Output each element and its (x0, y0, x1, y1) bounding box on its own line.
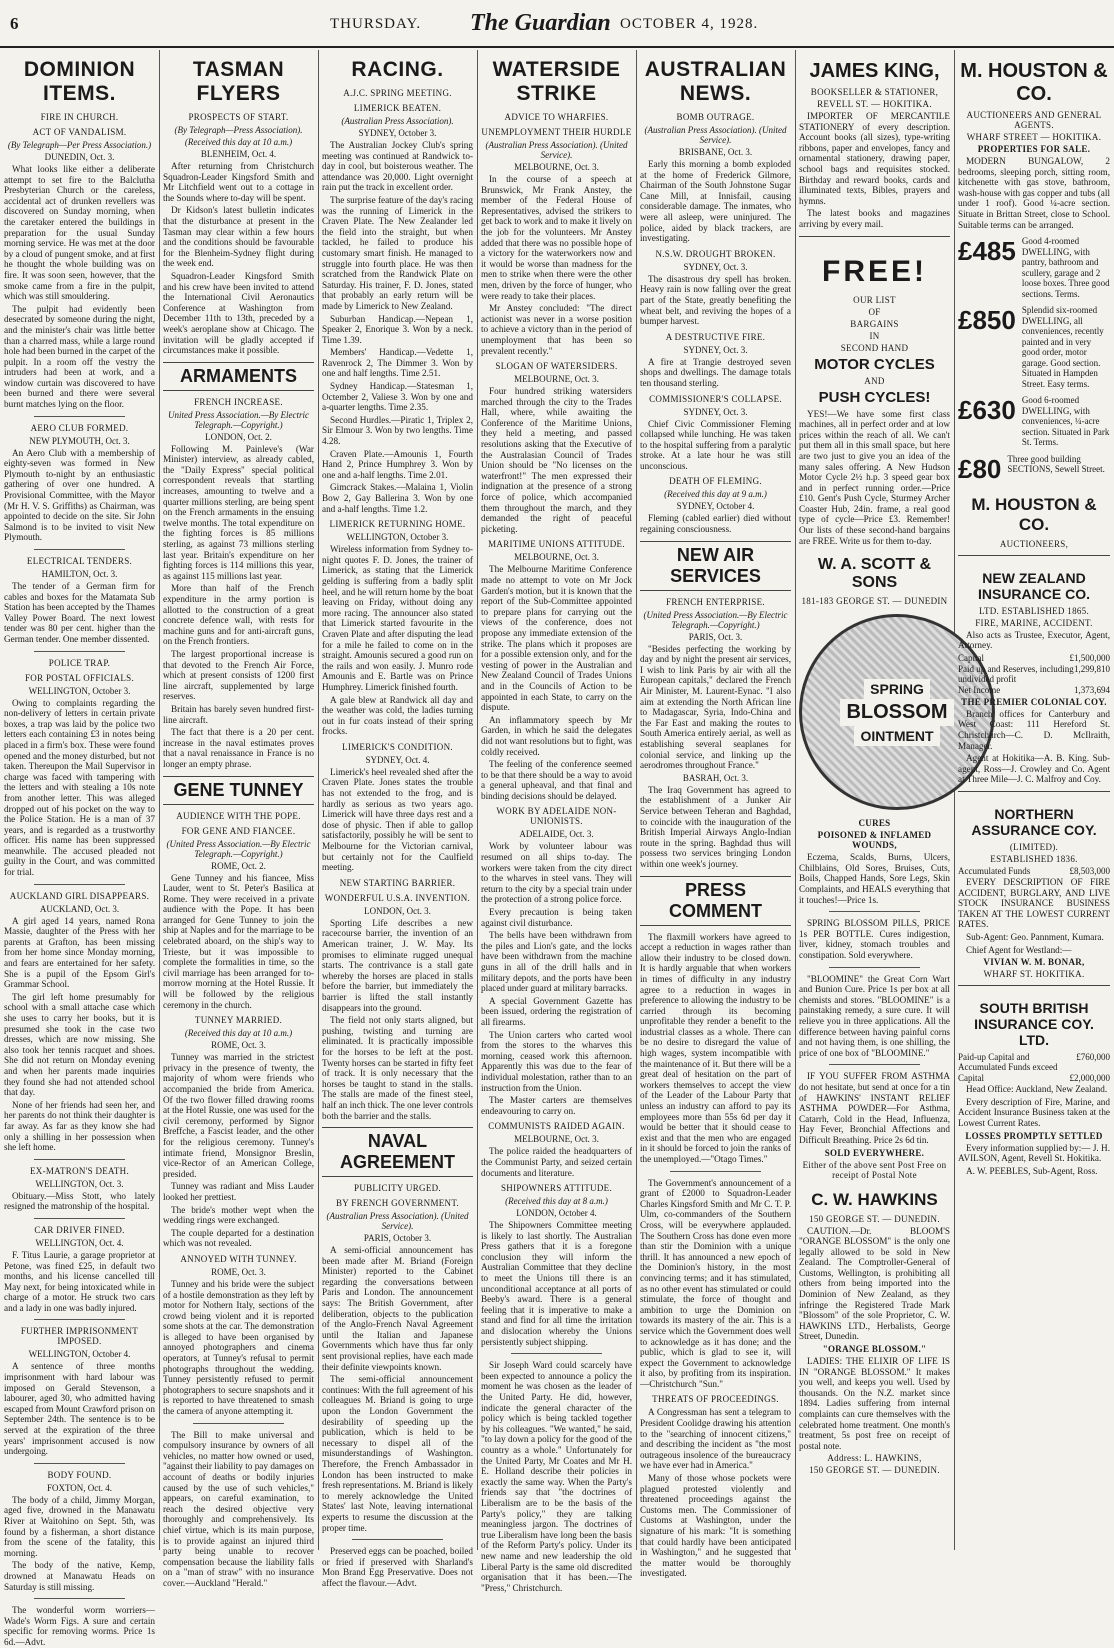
ad-line: AND (864, 375, 885, 386)
agency-line: (By Telegraph—Press Association). (174, 125, 303, 135)
figure-label: Capital (958, 1073, 984, 1084)
dateline: LONDON, Oct. 2. (205, 431, 272, 442)
ad-line: AUCTIONEERS AND GENERAL AGENTS. (966, 110, 1102, 130)
paragraph: The body of a child, Jimmy Morgan, aged five, drowned in the Manawatu River at Waitohino on Sept. 5th, was found by a fisherman, a short distance from the scene of the fatality, this morning. (4, 1494, 155, 1558)
advertisement: The wonderful worm worriers—Wade's Worm Figs. A sure and certain specific for removing worms. Price 1s 6d.—Advt. (4, 1605, 155, 1647)
ad-line: BOOKSELLER & STATIONER, (810, 87, 939, 97)
ad-line: ESTABLISHED 1836. (990, 854, 1078, 864)
property-description: Splendid six-roomed DWELLING, all conveniences, recently painted and in very good order, motor garage. Good section. Situated in Hampden Street. Easy terms. (1021, 305, 1104, 389)
property-listing (958, 454, 1110, 485)
property-description: Good 4-roomed DWELLING, with pantry, bathroom and scullery, garage and 2 loose boxes. Three good sections. Terms. (1021, 236, 1110, 299)
figure-value: 1,373,694 (1074, 684, 1110, 695)
divider (829, 1064, 920, 1065)
paragraph: The surprise feature of the day's racing was the running of Limerick in the Craven Plate. The New Zealander led the field into the straight, but when tackled, he failed to produce his customary smart finish. He managed to struggle into fourth place. He was then scratched from the Randwick Plate on Saturday. His trainer, F. D. Jones, stated that probably an early return will be made by Limerick to New Zealand. (322, 194, 473, 311)
masthead-date: OCTOBER 4, 1928. (620, 16, 759, 32)
dateline: WELLINGTON, October 3. (346, 532, 449, 543)
divider (34, 549, 125, 550)
paragraph: The couple departed for a destination which was not revealed. (163, 1227, 314, 1249)
paragraph: MODERN BUNGALOW, 2 bedrooms, sleeping porch, sitting room, kitchenette with gas stove, bathroom, wash-house with gas copper and tubs (all under 1 roof). Good ¼-acre section. Situate in Brittan Street, close to School. Suitable terms can be arranged. (958, 156, 1110, 230)
figure-label: Accumulated Funds (958, 866, 1031, 876)
ad-line: 150 GEORGE ST. — DUNEDIN. (809, 1213, 940, 1224)
divider (34, 651, 125, 652)
divider (829, 967, 920, 968)
paragraph: The police raided the headquarters of the Communist Party, and seized certain documents and literature. (481, 1146, 632, 1178)
paragraph: The fact that there is a 20 per cent. increase in the naval estimates proves that a naval renaissance in France is no longer an empty phrase. (163, 727, 314, 769)
paragraph: F. Titus Laurie, a garage proprietor at Petone, was fined £25, in default two months, and his license cancelled till May next, for being intoxicated while in charge of a motor. He struck two cars and a lady in one was badly injured. (4, 1249, 155, 1313)
divider (829, 911, 920, 912)
agency-line: (United Press Association.—By Electric Telegraph.—Copyright.) (166, 838, 311, 859)
article-subtitle: LIMERICK RETURNING HOME. (329, 519, 466, 530)
property-description: Three good building SECTIONS, Sewell Street. (1007, 453, 1105, 475)
section-heading: DOMINION ITEMS. (23, 58, 136, 105)
paragraph: The bride's mother wept when the wedding rings were exchanged. (163, 1204, 314, 1226)
dateline: MELBOURNE, Oct. 3. (514, 162, 599, 172)
dateline: SYDNEY, Oct. 3. (683, 406, 748, 417)
dateline: BASRAH, Oct. 3. (682, 772, 749, 783)
financial-row (958, 664, 1110, 684)
paragraph: Following M. Painleve's (War Minister) interview, as already cabled, the "Daily Express" special political correspondent reveals that startling increases, amounting to twelve and a quarter millions sterling, are being spent on the French armaments in the ensuing twelve months. The total expenditure on the fighting forces is 85 millions sterling, as against 73 millions sterling last year. Britain's expenditure on her fighting forces is 114 millions this year, as against 115 millions last year. (163, 443, 314, 581)
paragraph: The tender of a German firm for cables and boxes for the Matamata Sub Station has been accepted by the Thames Valley Power Board. The next lowest tender was 80 per cent. higher than the German tender. One member dissented. (4, 581, 155, 644)
paragraph: The latest books and magazines arriving by every mail. (799, 208, 950, 229)
article-title: AUCKLAND GIRL DISAPPEARS. (9, 890, 150, 901)
paragraph: The feeling of the conference seemed to be that there should be a way to avoid a general upheaval, and that final and binding decisions should be delayed. (481, 759, 632, 801)
ad-line: OF (868, 306, 881, 317)
ad-emphasis: PUSH CYCLES! (818, 388, 931, 406)
property-price: £630 (958, 395, 1016, 426)
article-title: FURTHER IMPRISONMENT IMPOSED. (20, 1326, 139, 1347)
paragraph: Fleming (cabled earlier) died without regaining consciousness. (640, 513, 791, 535)
paragraph: Four hundred striking watersiders marched through the city to the Trades Hall, where, while awaiting the Conference of the Maritime Unions, they held a meeting, and passed resolutions asking that the Executive of the Australasian Council of Trades Union should be "No licenses on the waterfront!" The men expressed their indignation at the presence of a strong force of police, which accompanied them throughout the march, and they demanded the right of peaceful picketing. (481, 386, 632, 534)
paragraph: The pulpit had evidently been desecrated by someone during the night, and the minister's chair was little better than a charred mass, while a large round hole had been burned in the carpet of the pulpit. In a room off the vestry the intruders had been at work, and a window curtain was discovered to have been burned and there were several burnt matches lying on the floor. (4, 303, 155, 410)
paragraph: More than half of the French expenditure in the army portion is allotted to the construction of a great concrete defence wall, with rests for machine guns and for anti-aircraft guns, on the French frontiers. (163, 583, 314, 647)
ad-line: OUR LIST (853, 294, 896, 305)
ad-box (958, 985, 1110, 1176)
paragraph: Sir Joseph Ward could scarcely have been expected to announce a policy the moment he was chosen as the leader of the United Party. He did, however, indicate the general character of the policy which is being tackled together by his colleagues. "We wanted," he said, "to lay down a policy for the good of the country as a whole." Unfortunately for the United Party, Mr Coates and Mr H. E. Holland describe their policies in exactly the same way. When the Party's friends say that "the doctrines of Liberalism are to be the basis of the Party's policy," they are talking meaningless jargon. The doctrines of true Liberalism have long been the basis of the Reform Party's policy. Under its new name and new leadership the old Liberal Party is the same old discredited organisation that it has been.—The "Press," Christchurch. (481, 1360, 632, 1593)
ad-line: LOSSES PROMPTLY SETTLED (965, 1130, 1103, 1141)
article-subtitle: NEW STARTING BARRIER. (339, 877, 456, 888)
property-price: £80 (958, 453, 1002, 484)
article-title: FIRE IN CHURCH. (40, 112, 119, 122)
ad-line: Address: L. HAWKINS, (827, 1453, 922, 1464)
article-subtitle: SHIPOWNERS ATTITUDE. (501, 1183, 612, 1194)
paragraph: Branch offices for Canterbury and West Coast: 111 Hereford St. Christchurch—C. D. McIlraith, Manager. (958, 708, 1110, 751)
paragraph: An inflammatory speech by Mr Garden, in which he said the delegates did not want resolutions but to fight, was coldly received. (481, 714, 632, 757)
dateline: PARIS, Oct. 3. (688, 631, 743, 642)
paragraph: Tunney was married in the strictest privacy in the presence of twenty, the majority of whom were friends who accompanied the bride from America. Of the two flower filled drawing rooms at the Hotel Russie, one was used for the civil ceremony, performed by Signor Breffche, a Fascist leader, and the other for the religious ceremony. Tunney's intimate friend, Monsignor Breslin, vice-Rector of an American College, presided. (163, 1052, 314, 1179)
paragraph: The flaxmill workers have agreed to accept a reduction in wages rather than allow their industry to be closed down. It is hardly arguable that when workers in times of difficulty in any industry agree to a reduction in wages in preference to allowing the industry to be carried through its becoming unprofitable they render a benefit to the industrial classes as a whole. There can be no desire to disregard the value of high wages, system incompatible with the maintenance of it. But there will be a great deal of hesitation on the part of workers themselves to accept the view of the Leader of the Labour Party that unless an industry can afford to pay its employees more than 55s 6d per day it would be better that it should cease to exist and that the men who are engaged in it should be forced to join the ranks of the unemployed.—"Otago Times." (640, 931, 791, 1164)
paragraph: Sub-Agent: Geo. Pannment, Kumara. (966, 931, 1104, 942)
advertiser-name: M. HOUSTON & CO. (960, 60, 1108, 105)
financial-row (958, 653, 1110, 663)
paragraph: Also acts as Trustee, Executor, Agent, Attorney. (958, 629, 1110, 651)
paragraph: A gale blew at Randwick all day and the weather was cold, the ladies turning out in fur coats instead of their spring frocks. (322, 694, 473, 737)
divider (511, 1353, 602, 1354)
divider (34, 1319, 125, 1320)
paragraph: Agent at Hokitika—A. B. King. Sub-agent, Ross—J. Crowley and Co. Agent at Three Mile—J. C. Malfroy and Coy. (958, 753, 1110, 785)
paragraph: Eczema, Scalds, Burns, Ulcers, Chilblains, Old Sores, Bruises, Cuts, Boils, Chapped Hands, Sore Legs, Skin Complaints, and HEALS everything that it touches!—Price 1s. (799, 852, 950, 905)
dateline: SYDNEY, Oct. 3. (683, 261, 748, 272)
financial-row (958, 1073, 1110, 1083)
ad-line: IN (869, 330, 880, 341)
article-subtitle: ANNOYED WITH TUNNEY. (180, 1253, 297, 1264)
paragraph: The semi-official announcement continues: With the full agreement of his colleagues M. Briand is going to urge upon the London Government the desirability of speeding up the publication, which is held to be necessary to dispel all of the misunderstandings of Washington. Therefore, the French Ambassador in London has been instructed to make fresh representations. M. Briand is likely to merely acknowledge the United States' last Note, leaving international experts to resume the discussion at the proper time. (322, 1374, 473, 1533)
agency-line: (Australian Press Association). (United Service). (485, 140, 628, 160)
ad-line: WHARF STREET — HOKITIKA. (966, 132, 1102, 142)
article-subtitle: COMMISSIONER'S COLLAPSE. (649, 393, 782, 404)
agency-line: (Australian Press Association). (United Service). (326, 1211, 469, 1232)
paragraph: Wireless information from Sydney to-night quotes F. D. Jones, the trainer of Limerick, as stating that the Limerick gelding is suffering from a badly split heel, and he will return home by the boat leaving on Friday, without doing any more racing. The announcer also stated that Limerick started favourite in the Craven Plate and after disputing the lead for a mile he failed to come on in the straight. Amounis secured a good run on the rails and won easily. J. Munro rode Amounis and E. Bartle was on Prince Humphrey. Limerick finished fourth. (322, 544, 473, 692)
column-waterside-strike (477, 50, 636, 1593)
dateline: ROME, Oct. 3. (211, 1040, 266, 1051)
paragraph: Sydney Handicap.—Statesman 1, Octember 2, Valiese 3. Won by one and a-quarter lengths. Time 2.35. (322, 381, 473, 413)
article-subtitle: THREATS OF PROCEEDINGS. (652, 1394, 779, 1405)
article-subtitle: FRENCH INCREASE. (194, 396, 283, 407)
paragraph: What looks like either a deliberate attempt to set fire to the Balclutha Presbyterian Church or the careless, accidental act of drunken revellers was discovered on Sunday morning, when the caretaker entered the buildings in preparation for the usual Sunday morning service. He was met at the door by a cloud of pungent smoke, and at first he thought the whole building was on fire. It was soon seen, however, that the smoke came from a fire in the pulpit, which was still smouldering. (4, 164, 155, 302)
agency-line: (United Press Association.—By Electric Telegraph.—Copyright.) (643, 609, 788, 630)
ad-line: POISONED & INFLAMED WOUNDS, (817, 830, 932, 851)
dateline: WELLINGTON, Oct. 4. (35, 1237, 124, 1248)
paragraph: IMPORTER OF MERCANTILE STATIONERY of every description. Account books (all sizes), type-writing ribbons, paper and envelopes, fancy and ornamental stationery, drawing paper, school bags and requisites stocked. Birthday and reward books, cards and illuminated texts, Bibles, prayers and hymns. (799, 111, 950, 206)
paragraph: Mr Anstey concluded: "The direct actionist was never in a worse position to achieve a victory than in the period of unemployment that has been so prevalent recently." (481, 303, 632, 356)
paragraph: Sporting Life describes a new racecourse barrier, the invention of an American trainer, J. W. May. Its promises to eliminate rugged unequal starts. The contrivance is a stall gate whereby the horses are placed in stalls before the barrier, but immediately the barrier is lifted the stall instantly disappears into the ground. (322, 917, 473, 1013)
paragraph: The field not only starts aligned, but pushing, twisting and turning are eliminated. It is practically impossible for the horses to be left at the post. Twenty horses can be started in fifty feet of track. It is only necessary that the horses be taught to stand in the stalls. The stalls are made of the finest steel, half an inch thick. The one lever controls both the barrier and the stalls. (322, 1015, 473, 1121)
ad-line: Either of the above sent Post Free on receipt of Postal Note (802, 1159, 947, 1180)
article-title: BODY FOUND. (47, 1469, 112, 1480)
free-heading: FREE! (822, 254, 927, 288)
article-subtitle: LIMERICK BEATEN. (353, 103, 442, 113)
property-listing (958, 395, 1110, 448)
received-line: (Received this day at 8 a.m.) (505, 1196, 608, 1207)
dateline: ADELAIDE, Oct. 3. (519, 829, 594, 840)
ad-line: BARGAINS (850, 318, 899, 329)
advertiser-name: C. W. HAWKINS (811, 1189, 938, 1209)
page-number: 6 (10, 14, 19, 33)
paragraph: "Besides perfecting the working by day and by night the present air services, I wish to link Paris by air with all the European capitals," declared the French Air Minister, M. Laurent-Eynac. "I also aim at extending the North African line to Madagascar, Syria, Indo-China and the Far East and making the routes to South America entirely aerial, as well as establishing several seaplanes for colonial service, and linking up the aerodromes throughout France." (640, 643, 791, 771)
advertiser-name: M. HOUSTON & CO. (971, 494, 1097, 534)
paragraph: Every precaution is being taken against civil disturbance. (481, 907, 632, 928)
article-subtitle: TUNNEY MARRIED. (194, 1015, 283, 1026)
paragraph: Head Office: Auckland, New Zealand. (966, 1084, 1108, 1095)
paragraph: A sentence of three months imprisonment with hard labour was imposed on Gerald Stevenson, a labourer, aged 30, who admitted having escaped from Mount Crawford prison on September 24th. The sentence is to be served at the expiration of the three years' imprisonment accused is now undergoing. (4, 1361, 155, 1457)
dateline: WELLINGTON, October 4. (28, 1349, 131, 1360)
article-subtitle: FRENCH ENTERPRISE. (666, 596, 765, 607)
paragraph: Many of those whose pockets were plagued protested violently and threatened proceedings against the Customs men. The Commissioner of Customs at Washington, under the signature of his mark: "It is something that could hardly have been anticipated in Washington," and he suggested that the matter would be thoroughly investigated. (640, 1473, 791, 1579)
figure-value: 1,299,810 (1074, 663, 1110, 674)
article-subtitle: AUDIENCE WITH THE POPE. (176, 810, 301, 821)
article-title: EX-MATRON'S DEATH. (29, 1165, 130, 1176)
dateline: NEW PLYMOUTH, Oct. 3. (29, 435, 130, 446)
paragraph: Obituary.—Miss Stott, who lately resigned the matronship of the hospital. (4, 1190, 155, 1212)
divider (34, 1218, 125, 1219)
dateline: MELBOURNE, Oct. 3. (514, 374, 599, 385)
ad-line: LTD. ESTABLISHED 1865. (978, 605, 1090, 616)
paragraph: Chief Agent for Westland:— (966, 944, 1072, 955)
divider (193, 1423, 284, 1424)
dateline: FOXTON, Oct. 4. (46, 1482, 113, 1493)
paragraph: A. W. PEEBLES, Sub-Agent, Ross. (966, 1165, 1098, 1176)
paragraph: Chief Civic Commissioner Fleming collapsed while lunching. He was taken to the hospital suffering from a paralytic stroke. At a late hour he was still unconscious. (640, 418, 791, 471)
paragraph: The Union carters who carted wool from the stores to the wharves this morning, ceased work this afternoon. Apparently this was due to the fear of individual molestation, rather than to an instruction from the Union. (481, 1029, 632, 1093)
paragraph: Members' Handicap.—Vedette 1, Ravenrock 2, The Dimmer 3. Won by one and half lengths. Time 2.51. (322, 347, 473, 379)
dateline: LONDON, Oct. 3. (364, 905, 431, 916)
paragraph: Dr Kidson's latest bulletin indicates that the disturbance at present in the Tasman may clear within a few hours and the conditions should be favourable for the Blenheim-Sydney flight during the week end. (163, 205, 314, 269)
paragraph: SPRING BLOSSOM PILLS, PRICE 1s PER BOTTLE. Cures indigestion, liver, kidney, stomach troubles and constipation. Sold everywhere. (799, 918, 950, 960)
dateline: BLENHEIM, Oct. 4. (200, 149, 277, 159)
paragraph: An Aero Club with a membership of eighty-seven was formed in New Plymouth to-night by an enthusiastic gathering of over one hundred. A Provisional Committee, with the Mayor (Mr H. V. S. Griffiths) as Chairman, was appointed to decide on the site. Sir John Salmond is to be invited to visit New Plymouth. (4, 447, 155, 543)
financial-row (958, 685, 1110, 695)
paragraph: Owing to complaints regarding the non-delivery of letters in certain private boxes, a trap was laid by the police two letters each containing £3 in notes being placed in a firm's box. These were found opened and the money disturbed, but not taken. Thereupon the Mail Supervisor in charge was faced with tampering with the letters and with stealing a 10s note from another letter. This was alleged dropped out of his pocket on the way to the Police Station. He is a man of 37 years, and is regarded as a trustworthy officer. His name has been suppressed meanwhile. The accused pleaded not guilty in the Court, and was committed for trial. (4, 697, 155, 878)
figure-value: £760,000 (1076, 1052, 1110, 1063)
paragraph: The Government's announcement of a grant of £2000 to Squadron-Leader Charles Kingsford Smith and Mr C. T. P. Ulm, co-commanders of the Southern Cross, will be everywhere applauded. The Southern Cross has done even more than stir the Dominion with a unique thrill. It has announced a new epoch of the Dominion's history, in the most convincing terms; and it has stimulated, as no other event has stimulated or could stimulate, the force of thought and ambition to urge the Dominion on towards its mastery of the air. This is a service which the Government does well to acknowledge as it has done; and the public, which is glad to see it, will expect the Government to acknowledge it also, by profiting from its inspiration.—Christchurch "Sun." (640, 1177, 791, 1389)
article-subtitle: PROSPECTS OF START. (188, 112, 289, 122)
paragraph: A semi-official announcement has been made after M. Briand (Foreign Minister) reported to the Cabinet regarding the conversations between Paris and London. The announcement says: The British Government, after deliberation, objects to the publication of the Anglo-French Naval Agreement until the Italian and Japanese Governments which have thus far only sent provisional replies, have each made their definite viewpoints known. (322, 1245, 473, 1372)
figure-label: Net Income (958, 684, 1001, 695)
article-subtitle: BY FRENCH GOVERNMENT. (335, 1198, 460, 1209)
dateline: SYDNEY, Oct. 3. (683, 344, 748, 355)
paragraph: Every description of Fire, Marine, and Accident Insurance Business taken at the Lowest Current Rates. (958, 1096, 1110, 1128)
paragraph: The disastrous dry spell has broken. Heavy rain is now falling over the great part of the State, greatly benefiting the wheat belt, and reviving the hopes of a bumper harvest. (640, 273, 791, 327)
paragraph: None of her friends had seen her, and her parents do not think their daughter is far away. As far as they know she had only a shilling in her possession when she left home. (4, 1099, 155, 1153)
divider (34, 416, 125, 417)
advertiser-name: SOUTH BRITISH INSURANCE COY. LTD. (974, 1000, 1094, 1049)
ad-line: VIVIAN W. M. BONAR, (983, 957, 1085, 968)
section-heading: AUSTRALIAN NEWS. (644, 58, 787, 105)
article-subtitle: WONDERFUL U.S.A. INVENTION. (324, 892, 471, 903)
dateline: ROME, Oct. 2. (211, 860, 266, 871)
dateline: WELLINGTON, October 3. (28, 685, 131, 696)
paragraph: The Iraq Government has agreed to the establishment of a Junker Air Service between Teheran and Baghdad, to coincide with the inauguration of the British Imperial Airways Anglo-Indian route in the spring. Baghdad thus will possess two services bringing London within one week's journey. (640, 784, 791, 869)
paragraph: IF YOU SUFFER FROM ASTHMA do not hesitate, but send at once for a tin of HAWKINS' INSTANT RELIEF ASTHMA POWDER—For Asthma, Catarrh, Cold in the Head, Influenza, Hay Fever, Bronchial Affections and Difficult Breathing. Price 2s 6d tin. (799, 1071, 950, 1145)
dateline: LONDON, October 4. (516, 1208, 597, 1219)
paragraph: EVERY DESCRIPTION OF FIRE ACCIDENT, BURGLARY, AND LIVE STOCK INSURANCE BUSINESS TAKEN AT THE LOWEST CURRENT RATES. (958, 877, 1110, 930)
logo-text: SPRING (864, 679, 930, 699)
divider (34, 1159, 125, 1160)
column-advertisements-1 (795, 50, 954, 1550)
advertisement: Preserved eggs can be poached, boiled or fried if preserved with Sharland's Mon Brand Egg Preservative. Does not affect the flavour.—Advt. (322, 1546, 473, 1588)
article-title: POLICE TRAP. (48, 657, 111, 668)
article-subtitle: BOMB OUTRAGE. (676, 112, 755, 122)
financial-row (958, 1052, 1110, 1072)
paragraph: Squadron-Leader Kingsford Smith and his crew have been invited to attend the International Civil Aeronautics Conference at Washington from December 11th to 13th, preceded by a week's aeroplane show at Chicago. The invitation will be gladly accepted if circumstances make it possible. (163, 270, 314, 356)
article-subtitle: UNEMPLOYMENT THEIR HURDLE (481, 127, 632, 137)
column-racing (318, 50, 477, 1588)
dateline: BRISBANE, Oct. 3. (678, 147, 753, 157)
dateline: SYDNEY, Oct. 4. (365, 754, 430, 765)
ad-line: (LIMITED). (1009, 842, 1059, 852)
figure-value: £2,000,000 (1069, 1073, 1110, 1084)
paragraph: The body of the native, Kemp, drowned at Manawatu Heads on Saturday is still missing. (4, 1560, 155, 1592)
property-price: £485 (958, 236, 1016, 267)
section-heading: ARMAMENTS (163, 362, 314, 391)
paragraph: Gimcrack Stakes.—Malaina 1, Violin Bow 2, Gay Ballerina 3. Won by one and a-half lengths. Time 1.2. (322, 482, 473, 514)
article-subtitle: DEATH OF FLEMING. (669, 476, 762, 487)
paragraph: A fire at Trangie destroyed seven shops and dwellings. The damage totals ten thousand sterling. (640, 356, 791, 388)
paragraph: Work by volunteer labour was resumed on all ships to-day. The workers were taken from the city direct to the wharves in steel vans. They will return to the city by a special train under the protection of a strong police force. (481, 841, 632, 905)
paragraph: The Shipowners Committee meeting is likely to last shortly. The Australian Press gathers that it is a foregone conclusion they will inform the Australian Committee that they decline to meet the Unions till there is an unconditional acceptance at all ports of Beeby's award. There is a general feeling that it is imperative to make a stand and find for all time the irritation and dislocation whereby the Unions persistently subject shipping. (481, 1220, 632, 1347)
logo-text: OINTMENT (854, 726, 939, 746)
dateline: SYDNEY, October 3. (358, 128, 437, 138)
ad-line: 150 GEORGE ST. — DUNEDIN. (809, 1465, 940, 1476)
property-listing (958, 236, 1110, 299)
received-line: (Received this day at 10 a.m.) (184, 1028, 293, 1039)
divider (34, 1598, 125, 1599)
financial-row (958, 866, 1110, 876)
agency-line: (Australian Press Association). (United Service). (644, 125, 787, 145)
column-australian-news (636, 50, 795, 1579)
figure-label: Capital (958, 652, 984, 663)
article-subtitle: ACT OF VANDALISM. (32, 127, 127, 137)
divider (34, 1463, 125, 1464)
column-tasman-flyers (159, 50, 318, 1588)
paragraph: The Master carters are themselves endeavouring to carry on. (481, 1095, 632, 1116)
article-subtitle: ADVICE TO WHARFIES. (504, 112, 609, 122)
newspaper-title: The Guardian (470, 10, 611, 36)
ad-line: CURES (858, 818, 891, 829)
agency-line: (Australian Press Association). (341, 116, 454, 126)
article-title: AERO CLUB FORMED. (30, 422, 129, 433)
paragraph: Britain has barely seven hundred first-line aircraft. (163, 703, 314, 725)
section-heading: NEW AIR SERVICES (640, 541, 791, 591)
section-heading: GENE TUNNEY (163, 776, 314, 805)
paragraph: YES!—We have some first class machines, all in perfect order and at low prices within the reach of all. We can't put them all in this small space, but here are two just to give you an idea of the many sales offering. A New Hudson Motor Cycle 2½ h.p. 3 speed gear box and in perfect running order.—Price £10. Gent's Push Cycle, Sturmey Archer Coaster Hub, 24in. frame, a real good type of cycle—Price £3. Remember! Our lists of these second-hand bargains are FREE. Write us for them to-day. (799, 408, 950, 546)
section-heading: RACING. (351, 58, 444, 81)
article-subtitle: PUBLICITY URGED. (354, 1183, 441, 1194)
dateline: HAMILTON, Oct. 3. (41, 569, 118, 579)
paragraph: Tunney was radiant and Miss Lauder looked her prettiest. (163, 1181, 314, 1202)
paragraph: Limerick's heel revealed shed after the Craven Plate. Jones states the trouble has not extended to the frog, and is hardly as serious as two years ago. Limerick will have three days rest and a dose of physic. Then if able to gallop satisfactorily, possibly he will be sent to Melbourne for the Victorian carnival, but certainly not for the Caulfield meeting. (322, 766, 473, 873)
paragraph: A special Government Gazette has been issued, ordering the registration of all firearms. (481, 995, 632, 1027)
dateline: SYDNEY, October 4. (676, 501, 755, 512)
paragraph: The Bill to make universal and compulsory insurance by owners of all vehicles, no matter how owned or used, "against their liability to pay damages on account of deaths or bodily injuries caused by the use of such vehicles," appears, on careful examination, to reach the desired objective very thoroughly and comprehensively. Its chief virtue, which is its main purpose, is to provide against an injured third party being unable to recover compensation because the liability falls on a "man of straw" with no insurance cover.—Auckland "Herald." (163, 1429, 314, 1588)
agency-line: United Press Association.—By Electric Telegraph.—Copyright.) (168, 409, 309, 430)
article-subtitle: SLOGAN OF WATERSIDERS. (495, 361, 618, 372)
ad-line: THE PREMIER COLONIAL COY. (961, 696, 1107, 707)
paragraph: Craven Plate.—Amounis 1, Fourth Hand 2, Prince Humphrey 3. Won by one and a-half lengths. Time 2.01. (322, 448, 473, 480)
masthead (0, 0, 1114, 48)
section-heading: TASMAN FLYERS (192, 58, 285, 105)
ad-box (958, 555, 1110, 785)
dateline: AUCKLAND, Oct. 3. (39, 903, 120, 914)
ad-line: "ORANGE BLOSSOM." (822, 1344, 927, 1355)
property-price: £850 (958, 305, 1016, 336)
column-advertisements-2 (954, 50, 1114, 1550)
article-subtitle: MARITIME UNIONS ATTITUDE. (488, 539, 625, 550)
advertiser-name: W. A. SCOTT & SONS (817, 556, 932, 592)
paragraph: LADIES: THE ELIXIR OF LIFE IS IN "ORANGE BLOSSOM." It makes you well, and keeps you well. Used by thousands. On the N.Z. market since 1894. Ladies suffering from internal complaints can cure themselves with the celebrated home treatment. One month's treatment, 5s post free on receipt of postal note. (799, 1356, 950, 1451)
divider (670, 1171, 761, 1172)
paragraph: A girl aged 14 years, named Rona Massie, daughter of the Press with her parents at Grafton, has been missing from her home since Monday morning, and fears are entertained for her safety. She is a pupil of the Epsom Girl's Grammar School. (4, 915, 155, 990)
advertiser-name: NEW ZEALAND INSURANCE CO. (977, 569, 1090, 602)
paragraph: The girl left home presumably for school with a small attache case which she uses to carry her books, but it is presumed she took in the case two dresses, which are now missing. She also took her tennis racquet and shoes. She did not return on Monday evening and when her parents made inquiries they found she had not attended school that day. (4, 991, 155, 1098)
ad-line: SECOND HAND (840, 342, 909, 353)
section-heading: PRESS COMMENT (640, 876, 791, 926)
figure-value: £8,503,000 (1069, 866, 1110, 876)
ad-box (799, 236, 950, 607)
figure-label: Paid-up Capital and Accumulated Funds exceed (958, 1052, 1058, 1073)
ad-emphasis: MOTOR CYCLES (814, 355, 935, 373)
paragraph: In the course of a speech at Brunswick, Mr Frank Anstey, the member of the Federal House of Representatives, advised the strikers to get back to work and to make it lively on the job for the volunteers. Mr Anstey added that there was no possible hope of a victory for the waterworkers now and it would be worse than madness for the men to strike when there were the other men, driven by the force of hunger, who were ready to take their places. (481, 174, 632, 301)
ad-line: FIRE, MARINE, ACCIDENT. (975, 617, 1093, 628)
paragraph: Early this morning a bomb exploded at the home of Frederick Gilmore, Chairman of the South Johnstone Sugar Cane Mill, at Innisfail, causing considerable damage. The inmates, who were all asleep, were uninjured. The police, aided by black trackers, are investigating. (640, 159, 791, 244)
paragraph: CAUTION.—Dr. BLOOM'S "ORANGE BLOSSOM" is the only one legally allowed to be sold in New Zealand. The Comptroller-General of Customs, Wellington, is prohibiting all others from being imported into the Dominion of New Zealand, as they infringe the Registered Trade Mark "Blossom" of the sole Proprietor, C. W. HAWKINS LTD., Herbalists, George Street, Dunedin. (799, 1225, 950, 1342)
paragraph: Every information supplied by:— J. H. AVILSON, Agent, Revell St. Hokitika. (958, 1142, 1110, 1164)
paragraph: A Congressman has sent a telegram to President Coolidge drawing his attention to the "searching of innocent citizens," and describing the incident as "the most outrageous insolence of the bureaucracy we have ever had in America." (640, 1407, 791, 1471)
section-heading: NAVAL AGREEMENT (322, 1127, 473, 1177)
article-subtitle: FOR GENE AND FIANCEE. (181, 825, 296, 836)
dateline: WELLINGTON, Oct. 3. (35, 1178, 124, 1189)
agency-line: (By Telegraph—Per Press Association.) (7, 140, 152, 150)
paragraph: Gene Tunney and his fiancee, Miss Lauder, went to St. Peter's Basilica at Rome. They were received in a private audience with the Pope. It has been arranged for Gene Tunney to join the ship at Naples and for the marriage to be celebrated aboard, on the ship's way to Trieste, but it was impossible to complete the formalities in time, so the civil marriage has been arranged for to-morrow morning at the Hotel Russie. It will be followed by the religious ceremony in the church. (163, 872, 314, 1010)
article-subtitle: N.S.W. DROUGHT BROKEN. (655, 248, 776, 259)
figure-value: £1,500,000 (1069, 652, 1110, 663)
figure-label: Paid up and Reserves, including undivided profit (958, 663, 1074, 684)
paragraph: The Australian Jockey Club's spring meeting was continued at Randwick to-day in cool, but boisterous weather. The attendance was 20,000. Light overnight rain put the track in excellent order. (322, 140, 473, 193)
dateline: DUNEDIN, Oct. 3. (44, 152, 115, 162)
advertiser-name: JAMES KING, (809, 60, 940, 82)
property-listing (958, 305, 1110, 389)
article-title: ELECTRICAL TENDERS. (26, 556, 133, 566)
masthead-day: THURSDAY. (330, 16, 422, 32)
paragraph: Second Hurdles.—Piratic 1, Triplex 2, Sir Elmour 3. Won by two lengths. Time 4.28. (322, 414, 473, 447)
ad-line: WHARF ST. HOKITIKA. (983, 969, 1085, 980)
paragraph: Tunney and his bride were the subject of a hostile demonstration as they left by motor for Nothern Italy, sections of the crowd being violent and it is reported some shots at the car. The demonstration is alleged to have been organised by annoyed photographers and cinema operators, at Tunney's refusal to permit photographs throughout the wedding. Tunney persistently refused to permit photographers to secure snapshots and it is reported to have threatened to smash the camera of anyone attempting it. (163, 1278, 314, 1417)
ad-line: REVELL ST. — HOKITIKA. (817, 99, 932, 109)
paragraph: Suburban Handicap.—Nepean 1, Speaker 2, Enorique 3. Won by a neck. Time 1.39. (322, 313, 473, 345)
divider (352, 1539, 443, 1540)
article-subtitle: LIMERICK'S CONDITION. (342, 741, 453, 752)
section-heading: WATERSIDE STRIKE (492, 58, 621, 105)
ad-box (958, 791, 1110, 979)
article-subtitle: FOR POSTAL OFFICIALS. (24, 672, 135, 683)
dateline: PARIS, October 3. (363, 1233, 432, 1244)
paragraph: The largest proportional increase is that devoted to the French Air Force, which at present consists of 1200 first line aircraft, supplemented by large reserves. (163, 648, 314, 702)
paragraph: The bells have been withdrawn from the piles and Lion's gate, and the locks have been withdrawn from the machine guns in all of the drill halls and in military depots, and the ports have been placed under guard at military barracks. (481, 930, 632, 994)
dateline: ROME, Oct. 3. (211, 1266, 266, 1277)
dateline: MELBOURNE, Oct. 3. (514, 552, 599, 563)
article-title: CAR DRIVER FINED. (34, 1224, 125, 1235)
article-subtitle: A DESTRUCTIVE FIRE. (665, 331, 766, 342)
paragraph: After returning from Christchurch Squadron-Leader Kingsford Smith and Mr Litchfield went out to a cottage in the Sounds where to-day will be spent. (163, 161, 314, 203)
paragraph: "BLOOMINE" the Great Corn Wart and Bunion Cure. Price 1s per box at all chemists and stores. "BLOOMINE" is a painstaking remedy, a sure cure. It will relieve you in three applications. All the difference between having painful corns and not having them, is one shilling, the price of one box of "BLOOMINE." (799, 973, 950, 1058)
received-line: (Received this day at 9 a.m.) (664, 489, 767, 500)
property-description: Good 6-roomed DWELLING, with conveniences, ¼-acre section. Situated in Park St. Terms. (1021, 395, 1110, 448)
logo-text: BLOSSOM (840, 699, 953, 726)
column-dominion-items (0, 50, 159, 1647)
advertiser-name: NORTHERN ASSURANCE COY. (971, 806, 1097, 838)
ad-line: AUCTIONEERS, (999, 538, 1069, 549)
article-subtitle: WORK BY ADELAIDE NON-UNIONISTS. (496, 806, 617, 827)
received-line: (Received this day at 10 a.m.) (184, 137, 293, 147)
article-subtitle: A.J.C. SPRING MEETING. (343, 88, 452, 98)
ad-line: PROPERTIES FOR SALE. (977, 144, 1091, 154)
dateline: MELBOURNE, Oct. 3. (514, 1134, 599, 1145)
article-subtitle: COMMUNISTS RAIDED AGAIN. (488, 1121, 625, 1132)
ad-line: SOLD EVERYWHERE. (824, 1147, 925, 1158)
divider (34, 884, 125, 885)
ad-line: 181-183 GEORGE ST. — DUNEDIN (801, 596, 948, 607)
paragraph: The Melbourne Maritime Conference made no attempt to vote on Mr Jock Garden's motion, but it is known that the report of the Sub-Committee appointed to prepare plans for carrying out the views of the conference, does not propose any immediate extension of the strike. The plans which it proposes are for a possible extension only, and for the vesting of power in the Australian and New Zealand Council of Trades Unions and in the Councils of Action to be appointed in each State, to carry on the dispute. (481, 564, 632, 713)
